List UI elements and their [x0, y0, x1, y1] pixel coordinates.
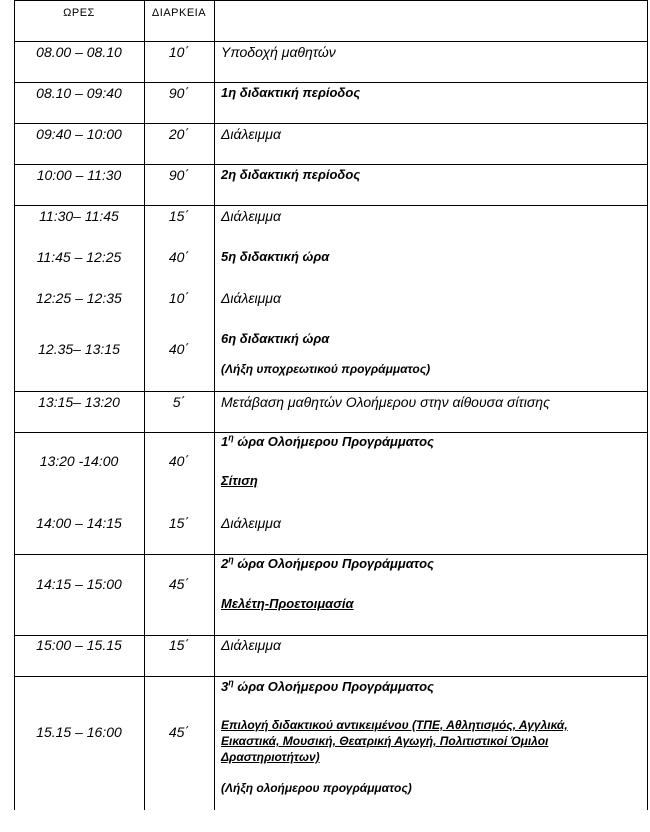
row-time: 11:30– 11:45 [39, 208, 119, 224]
row-activity-num: 1 [221, 434, 229, 449]
row-divider [14, 432, 648, 433]
row-activity: Διάλειμμα [221, 290, 281, 306]
row-divider [14, 0, 648, 1]
row-activity: Μετάβαση μαθητών Ολοήμερου στην αίθουσα σίτισης [221, 394, 550, 410]
row-activity [221, 679, 434, 695]
row-duration: 45΄ [168, 724, 190, 740]
row-time: 14:15 – 15:00 [36, 576, 122, 592]
row-sub: Μελέτη-Προετοιμασία [221, 596, 354, 611]
row-duration: 10΄ [168, 44, 190, 60]
header-duration: ΔΙΑΡΚΕΙΑ [151, 7, 207, 19]
row-time: 08.10 – 09:40 [36, 85, 122, 101]
row-note: (Λήξη ολοήμερου προγράμματος) [221, 781, 412, 795]
row-time: 12.35– 13:15 [38, 341, 120, 357]
row-divider [14, 391, 648, 392]
row-divider [14, 635, 648, 636]
row-divider [14, 82, 648, 83]
row-duration: 15΄ [168, 637, 190, 653]
row-duration: 45΄ [168, 576, 190, 592]
row-activity-sup: η [228, 554, 234, 565]
row-activity-text: ώρα Ολοήμερου Προγράμματος [233, 434, 434, 449]
table-border-right [647, 0, 648, 810]
row-divider [14, 205, 648, 206]
row-time: 10:00 – 11:30 [36, 167, 122, 183]
row-duration: 20΄ [168, 126, 190, 142]
row-time: 15:00 – 15.15 [36, 637, 122, 653]
row-duration: 15΄ [168, 208, 190, 224]
row-divider [14, 41, 648, 42]
row-duration: 90΄ [168, 85, 190, 101]
row-time: 11:45 – 12:25 [36, 249, 122, 265]
row-duration: 10΄ [168, 290, 190, 306]
row-time: 12:25 – 12:35 [36, 290, 122, 306]
row-activity: Διάλειμμα [221, 515, 281, 531]
row-sub-line: Δραστηριοτήτων) [221, 750, 320, 764]
column-divider-2 [214, 0, 215, 810]
row-time: 13:20 -14:00 [39, 453, 119, 469]
row-activity [221, 556, 434, 572]
row-divider [14, 164, 648, 165]
row-duration: 15΄ [168, 515, 190, 531]
row-sub-line: Εικαστικά, Μουσική, Θεατρική Αγωγή, Πολιτιστικοί Όμιλοι [221, 734, 549, 748]
row-time: 08.00 – 08.10 [36, 44, 122, 60]
row-activity: 2η διδακτική περίοδος [221, 167, 361, 182]
row-activity: Διάλειμμα [221, 637, 281, 653]
row-duration: 40΄ [168, 453, 190, 469]
row-divider [14, 554, 648, 555]
row-activity [221, 434, 434, 450]
row-activity-text: ώρα Ολοήμερου Προγράμματος [233, 556, 434, 571]
header-time: ΩΡΕΣ [63, 7, 95, 19]
row-activity-num: 3 [221, 679, 229, 694]
row-activity: Υποδοχή μαθητών [221, 44, 336, 60]
row-activity: 1η διδακτική περίοδος [221, 85, 361, 100]
row-activity-sup: η [228, 432, 234, 443]
row-divider [14, 123, 648, 124]
row-duration: 90΄ [168, 167, 190, 183]
row-activity-num: 2 [221, 556, 229, 571]
row-divider [14, 676, 648, 677]
row-sub-line: Επιλογή διδακτικού αντικειμένου (ΤΠΕ, Αθλητισμός, Αγγλικά, [221, 718, 568, 732]
row-note: (Λήξη υποχρεωτικού προγράμματος) [221, 362, 431, 376]
row-activity: Διάλειμμα [221, 126, 281, 142]
row-sub: Σίτιση [221, 473, 258, 488]
row-activity-text: ώρα Ολοήμερου Προγράμματος [233, 679, 434, 694]
row-time: 09:40 – 10:00 [36, 126, 122, 142]
row-activity: Διάλειμμα [221, 208, 281, 224]
row-time: 14:00 – 14:15 [36, 515, 122, 531]
row-time: 13:15– 13:20 [38, 394, 120, 410]
column-divider-1 [144, 0, 145, 810]
row-activity: 6η διδακτική ώρα [221, 331, 330, 346]
row-activity: 5η διδακτική ώρα [221, 249, 330, 264]
row-duration: 40΄ [168, 249, 190, 265]
row-activity-sup: η [228, 677, 234, 688]
row-duration: 5΄ [172, 394, 186, 410]
row-time: 15.15 – 16:00 [36, 724, 122, 740]
row-duration: 40΄ [168, 341, 190, 357]
